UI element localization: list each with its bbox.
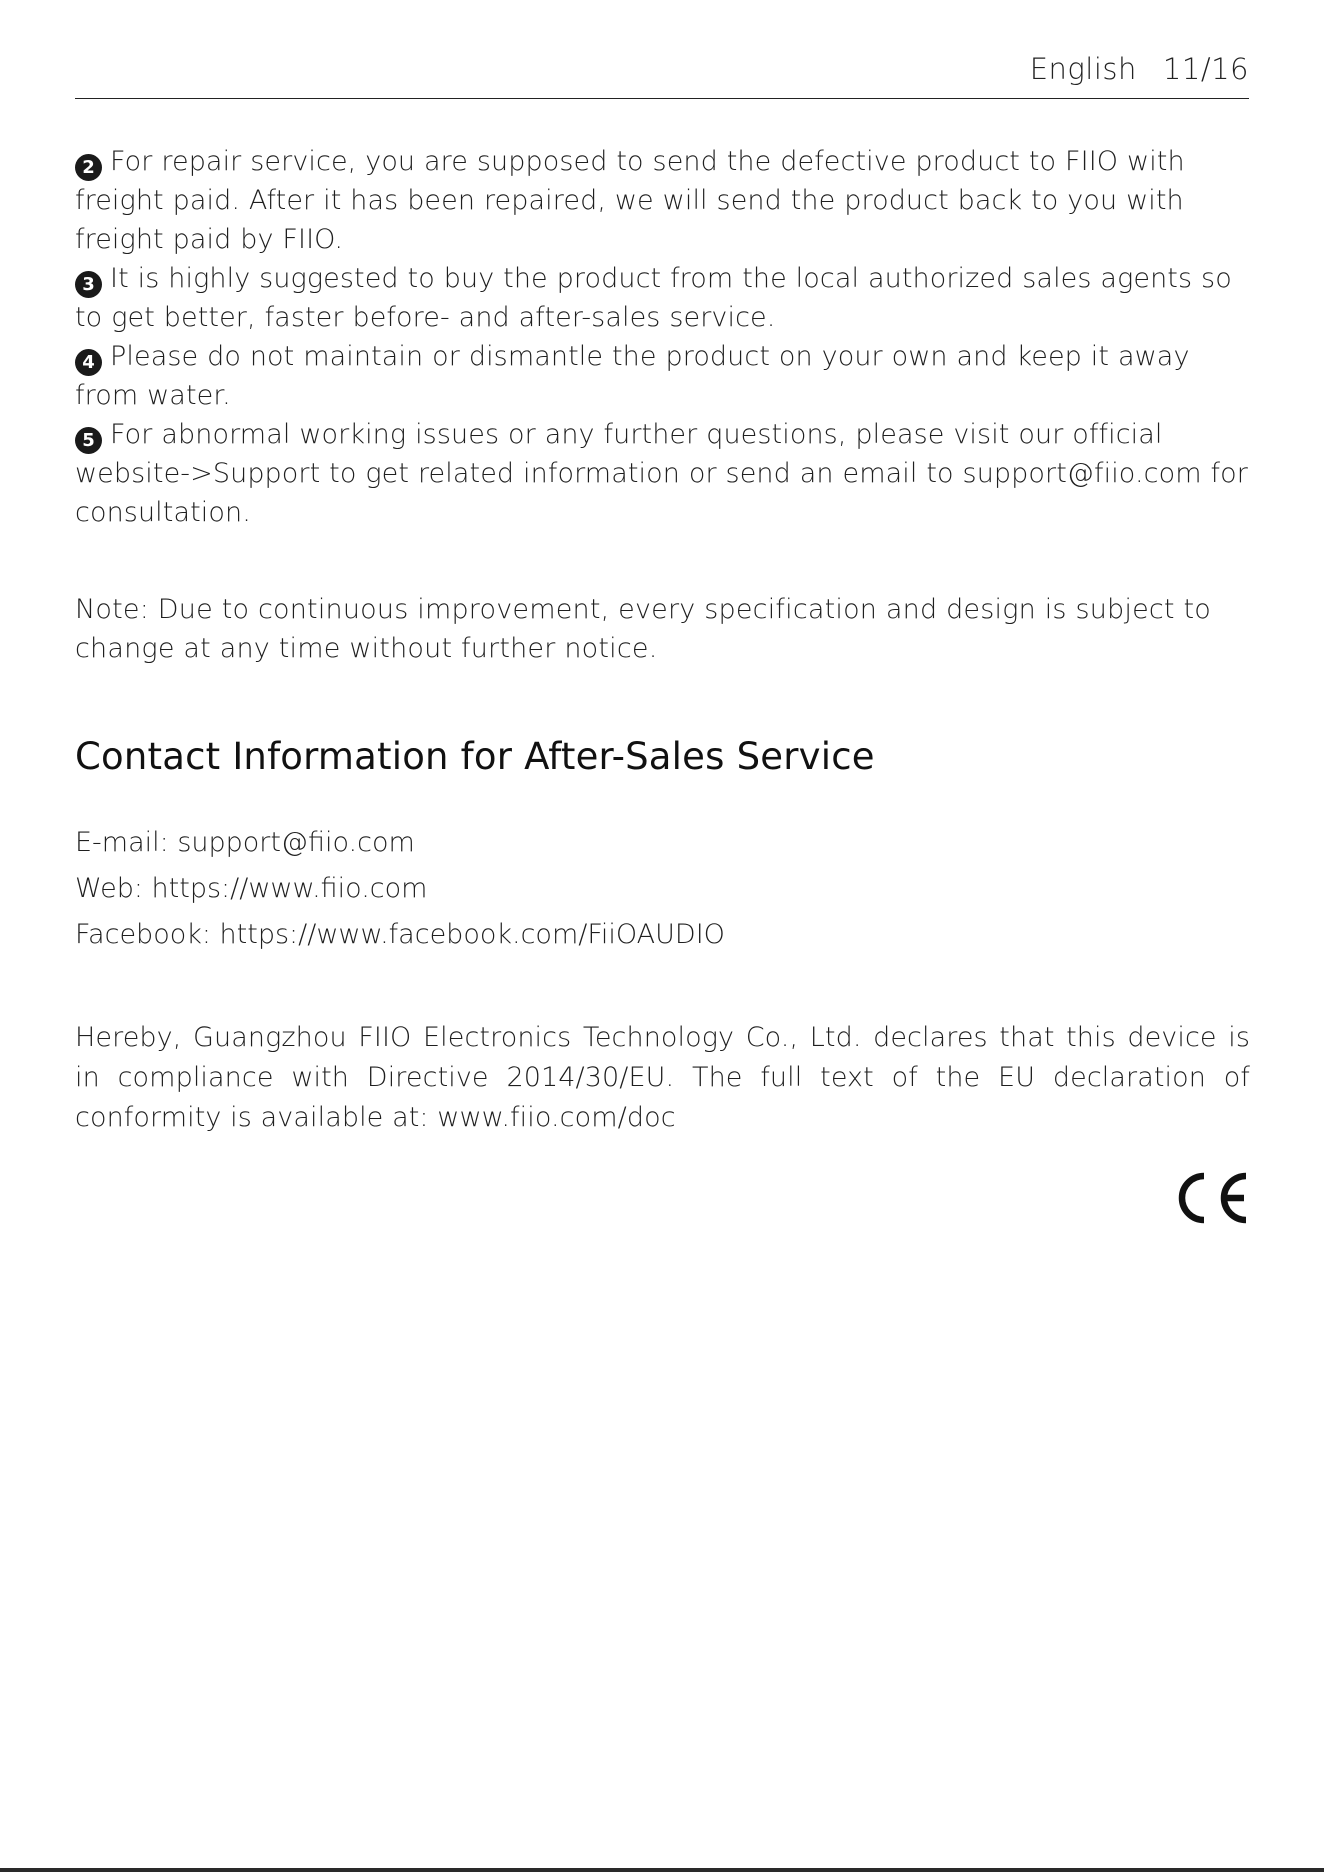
service-note-item (75, 337, 1250, 415)
numbered-bullet-icon: 2 (75, 154, 102, 181)
numbered-bullet-icon: 4 (75, 349, 102, 376)
header-language: English (1029, 52, 1137, 86)
service-notes-list (75, 142, 1250, 532)
contact-list (75, 820, 1250, 958)
numbered-bullet-icon: 3 (75, 271, 102, 298)
ce-mark-icon (1174, 1170, 1250, 1226)
service-note-item (75, 259, 1250, 337)
contact-email: E-mail: support@fiio.com (75, 827, 415, 858)
service-note-text: For repair service, you are supposed to send the defective product to FIIO with freight paid. After it has been repaired, we will send the product back to you with freight paid by FIIO. (75, 146, 1185, 255)
service-note-text: Please do not maintain or dismantle the product on your own and keep it away from water. (75, 341, 1190, 411)
header-text (1030, 52, 1249, 86)
contact-facebook: Facebook: https://www.facebook.com/FiiOAUDIO (75, 919, 725, 950)
page-header (75, 52, 1249, 99)
service-note-item (75, 415, 1250, 532)
bottom-border (0, 1868, 1324, 1872)
numbered-bullet-icon: 5 (75, 427, 102, 454)
header-page-number: 11/16 (1162, 52, 1249, 86)
service-note-text: It is highly suggested to buy the product from the local authorized sales agents so to get better, faster before- and after-sales service. (75, 263, 1232, 333)
service-note-text: For abnormal working issues or any further questions, please visit our official website->Support to get related information or send an email to support@fiio.com for consultation. (75, 419, 1248, 528)
improvement-note: Note: Due to continuous improvement, every specification and design is subject to change at any time without further notice. (75, 594, 1212, 664)
service-note-item (75, 142, 1250, 259)
eu-declaration: Hereby, Guangzhou FIIO Electronics Technology Co., Ltd. declares that this device is in compliance with Directive 2014/30/EU. The full text of the EU declaration of conformity is available at: www.fiio.com/doc (75, 1022, 1250, 1133)
contact-web: Web: https://www.fiio.com (75, 873, 428, 904)
contact-heading: Contact Information for After-Sales Service (75, 735, 875, 778)
